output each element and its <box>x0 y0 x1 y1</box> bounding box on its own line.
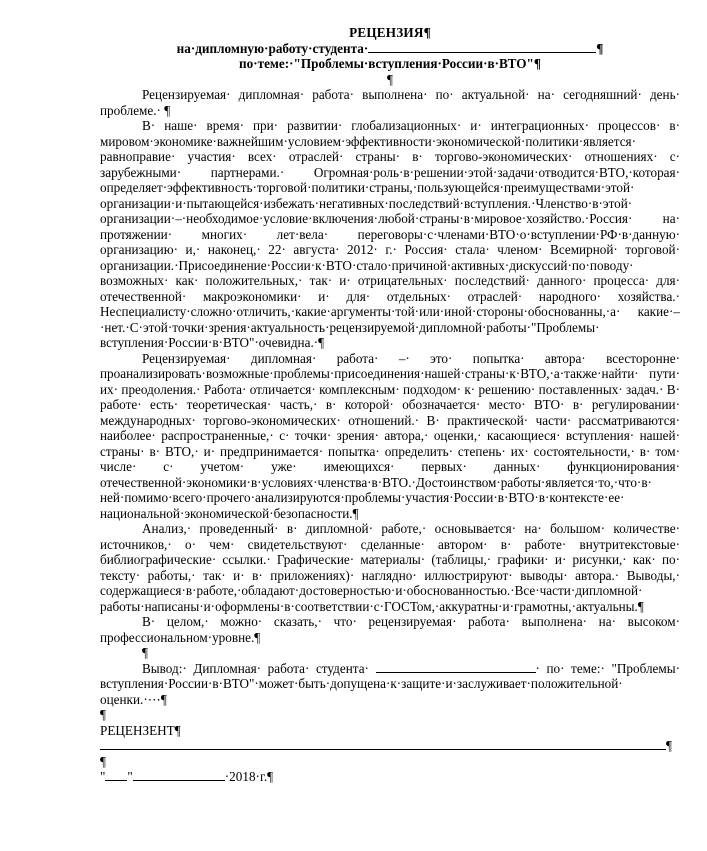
blank-line: ¶ <box>100 753 106 769</box>
paragraph-structure: Рецензируемая· дипломная· работа· –· это· попытка· автора· всесторонне· проанализировать·возможные·проблемы·присоединения·нашей·страны·к·ВТО,·а·также·найти· пути· их· преодоления.· Работа· отличается· комплексным· подходом· к· решению· поставленных· задач.· В· работе· есть· теоретическая· часть,· в· которой· обозначается· место· ВТО· в· регулировании· международных· торгово-экономических· отношений.· В· практической· части· рассматриваются· наиболее· распространенные,· с· точки· зрения· автора,· оценки,· касающиеся· вступления· нашей· страны· в· ВТО,· и· предпринимается· попытка· определить· степень· их· состоятельности,· в· том· числе· с· учетом· уже· имеющихся· первых· данных· функционирования· отечественной·экономики·в·условиях·членства·в·ВТО.·Достоинством·работы·является·то,·что·в· ней·помимо·всего·прочего·анализируются·проблемы·участия·России·в·ВТО·в·контексте·ее· национальной·экономической·безопасности.¶ <box>100 350 680 521</box>
subtitle-pilcrow: ¶ <box>596 40 604 56</box>
paragraph-analysis: Анализ,· проведенный· в· дипломной· работе,· основывается· на· большом· количестве· источников,· о· чем· свидетельствуют· сделанные· автором· в· работе· внутритекстовые· библиографические· ссылки.· Графические· материалы· (таблицы,· графики· и· рисунки,· как· по· тексту· работы,· так· и· в· приложениях)· наглядно· иллюстрируют· выводы· автора.· Выводы,· содержащиеся·в·работе,·обладают·достоверностью·и·обоснованностью.·Все·части·дипломной· работы·написаны·и·оформлены·в·соответствии·с·ГОСТом,·аккуратны·и·грамотны,·актуальны.¶ <box>100 521 680 614</box>
blank-line: ¶ <box>100 707 106 722</box>
subtitle-topic-line: по·теме:·"Проблемы·вступления·России·в·ВТО"¶ <box>239 56 541 71</box>
indented-blank-line: ¶ <box>142 645 148 660</box>
conclusion-suffix: · по· теме:· "Проблемы· вступления·России·в·ВТО"·может·быть·допущена·к·защите·и·заслуживает·положительной· оценки.·⋯¶ <box>100 660 680 707</box>
subtitle-prefix: на·дипломную·работу·студента· <box>176 40 369 56</box>
conclusion-student-blank[interactable] <box>376 661 536 673</box>
document-title: РЕЦЕНЗИЯ¶ <box>349 25 431 40</box>
date-open-quote: " <box>100 769 106 784</box>
signature-pilcrow: ¶ <box>666 738 672 753</box>
date-month-blank[interactable] <box>133 769 225 781</box>
date-close-quote: " <box>127 769 133 784</box>
date-year: ·2018·г.¶ <box>224 769 274 784</box>
date-line <box>100 769 680 785</box>
signature-line <box>100 738 680 754</box>
blank-line: ¶ <box>387 71 393 87</box>
paragraph-summary: В· целом,· можно· сказать,· что· рецензируемая· работа· выполнена· на· высоком· профессиональном·уровне.¶ <box>100 614 680 645</box>
paragraph-intro: Рецензируемая· дипломная· работа· выполнена· по· актуальной· на· сегодняшний· день· проблеме.· ¶ <box>100 87 680 118</box>
student-name-blank[interactable] <box>368 41 596 53</box>
paragraph-conclusion <box>100 661 680 708</box>
reviewer-signature-blank[interactable] <box>100 738 666 750</box>
paragraph-context: В· наше· время· при· развитии· глобализационных· и· интеграционных· процессов· в· мировом·экономике·важнейшим·условием·эффективности·экономической·политики·является· равноправие· участия· всех· отраслей· страны· в· торгово-экономических· отношениях· с· зарубежными· партнерами.· Огромная·роль·в·решении·этой·задачи·отводится·ВТО,·которая· определяет·эффективность·торговой·политики·страны,·пользующейся·преимуществами·этой· организации·и·пытающейся·избежать·негативных·последствий·вступления.·Членство·в·этой· организации·–·необходимое·условие·включения·любой·страны·в·мировое·хозяйство.·Россия· на· протяжении· многих· лет·вела· переговоры·с·членами·ВТО·о·вступлении·РФ·в·данную· организацию· и,· наконец,· 22· августа· 2012· г.· Россия· стала· членом· Всемирной· торговой· организации.·Присоединение·России·к·ВТО·стало·причиной·активных·дискуссий·по·поводу· возможных· как· положительных,· так· и· отрицательных· последствий· данного· процесса· для· отечественной· макроэкономики· и· для· отдельных· отраслей· народного· хозяйства.· Неспециалисту·сложно·отличить,·какие·аргументы·той·или·иной·стороны·обоснованны,·а· какие·–·нет.·С·этой·точки·зрения·актуальность·рецензируемой·дипломной·работы·"Проблемы· вступления·России·в·ВТО"·очевидна.·¶ <box>100 118 680 350</box>
subtitle-student-line <box>100 41 680 57</box>
date-day-blank[interactable] <box>105 769 127 781</box>
reviewer-label: РЕЦЕНЗЕНТ¶ <box>100 722 181 738</box>
document-page <box>100 0 680 785</box>
conclusion-prefix: Вывод:· Дипломная· работа· студента· <box>142 660 376 676</box>
